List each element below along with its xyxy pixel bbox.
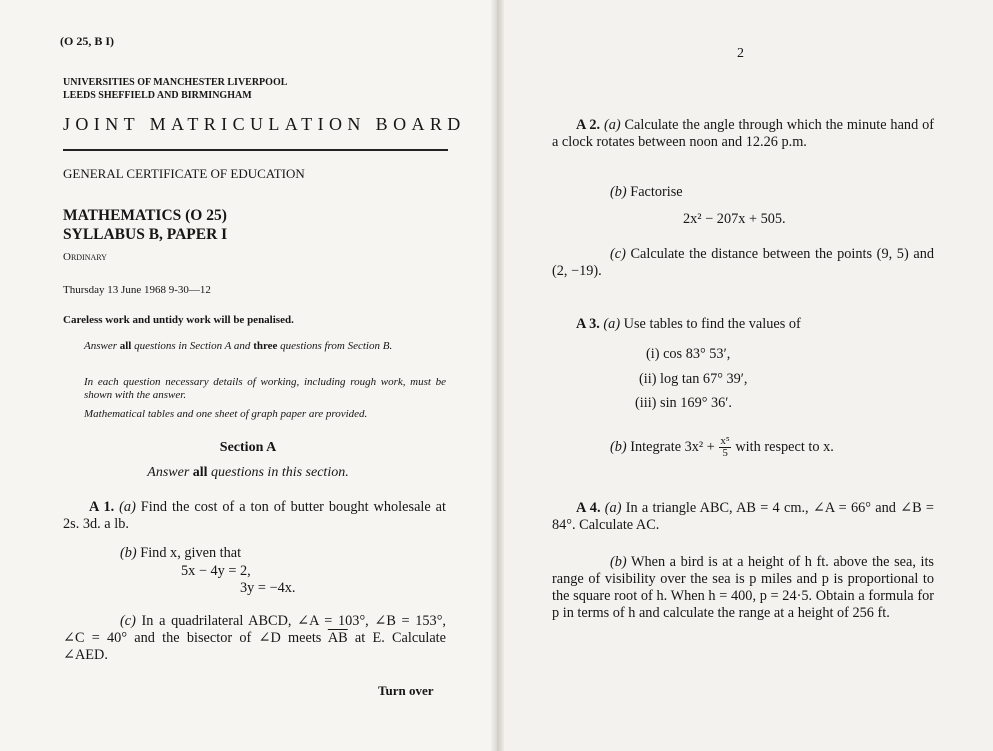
integrand-fraction: $\frac{\text{x⁵}}{5}$ [720, 435, 730, 459]
integrand-polynomial: 3x² + [684, 438, 719, 455]
page-number: 2 [737, 46, 744, 61]
board-title: JOINT MATRICULATION BOARD [63, 114, 466, 134]
certificate-heading: GENERAL CERTIFICATE OF EDUCATION [63, 166, 305, 181]
instruction-materials: Mathematical tables and one sheet of graph paper are provided. [84, 408, 368, 420]
tables-item-i: (i) cos 83° 53′, [646, 346, 731, 362]
universities-line-1: UNIVERSITIES OF MANCHESTER LIVERPOOL [63, 77, 288, 88]
question-a1a: A 1. (a) Find the cost of a ton of butter bought wholesale at 2s. 3d. a lb. [63, 499, 446, 532]
question-a3b: (b) Integrate 3x² + $\frac{\text{x⁵}}{5}$ with respect to x. [610, 435, 834, 459]
exam-date: Thursday 13 June 1968 9-30—12 [63, 284, 211, 296]
right-page [496, 0, 993, 751]
tables-item-iii: (iii) sin 169° 36′. [635, 395, 733, 411]
question-a1b: (b) Find x, given that [120, 545, 242, 561]
book-spine [490, 0, 504, 751]
question-a2a: A 2. (a) Calculate the angle through which the minute hand of a clock rotates between noon and 12.26 p.m. [552, 117, 934, 150]
universities-heading [63, 76, 287, 102]
instruction-answer: Answer all questions in Section A and three questions from Section B. [84, 340, 393, 352]
level-label: Ordinary [63, 251, 107, 263]
equation-2: 3y = −4x. [240, 580, 296, 596]
turn-over-label: Turn over [378, 683, 434, 698]
title-rule [63, 149, 448, 151]
factorise-expression: 2x² − 207x + 505. [683, 211, 786, 227]
careless-warning: Careless work and untidy work will be penalised. [63, 314, 294, 326]
subject-line-1: MATHEMATICS (O 25) [63, 207, 227, 224]
tables-item-ii: (ii) log tan 67° 39′, [639, 371, 748, 387]
subject-line-2: SYLLABUS B, PAPER I [63, 226, 228, 243]
question-a3a: A 3. (a) Use tables to find the values of [576, 316, 801, 332]
question-a1c: (c) In a quadrilateral ABCD, ∠A = 103°, ∠B = 153°, ∠C = 40° and the bisector of ∠D meets $\overline{AB}$ at E. Calculate ∠AED. [63, 613, 446, 663]
question-a4a: A 4. (a) In a triangle ABC, AB = 4 cm., ∠A = 66° and ∠B = 84°. Calculate AC. [552, 500, 934, 533]
left-page [0, 0, 496, 751]
paper-reference: (O 25, B I) [60, 34, 114, 48]
section-a-title: Section A [219, 440, 277, 455]
instruction-working: In each question necessary details of working, including rough work, must be shown with the answer. [84, 376, 446, 401]
question-a2b: (b) Factorise [610, 184, 683, 200]
section-a-instruction: Answer all questions in this section. [147, 465, 349, 480]
question-a4b: (b) When a bird is at a height of h ft. above the sea, its range of visibility over the sea is p miles and p is proportional to the square root of h. When h = 400, p = 24·5. Obtain a formula for p in terms of h and calculate the range at a height of 256 ft. [552, 554, 934, 621]
question-a2c: (c) Calculate the distance between the points (9, 5) and (2, −19). [552, 246, 934, 279]
equation-1: 5x − 4y = 2, [181, 563, 251, 579]
universities-line-2: LEEDS SHEFFIELD AND BIRMINGHAM [63, 90, 252, 101]
subject-heading [63, 206, 227, 244]
